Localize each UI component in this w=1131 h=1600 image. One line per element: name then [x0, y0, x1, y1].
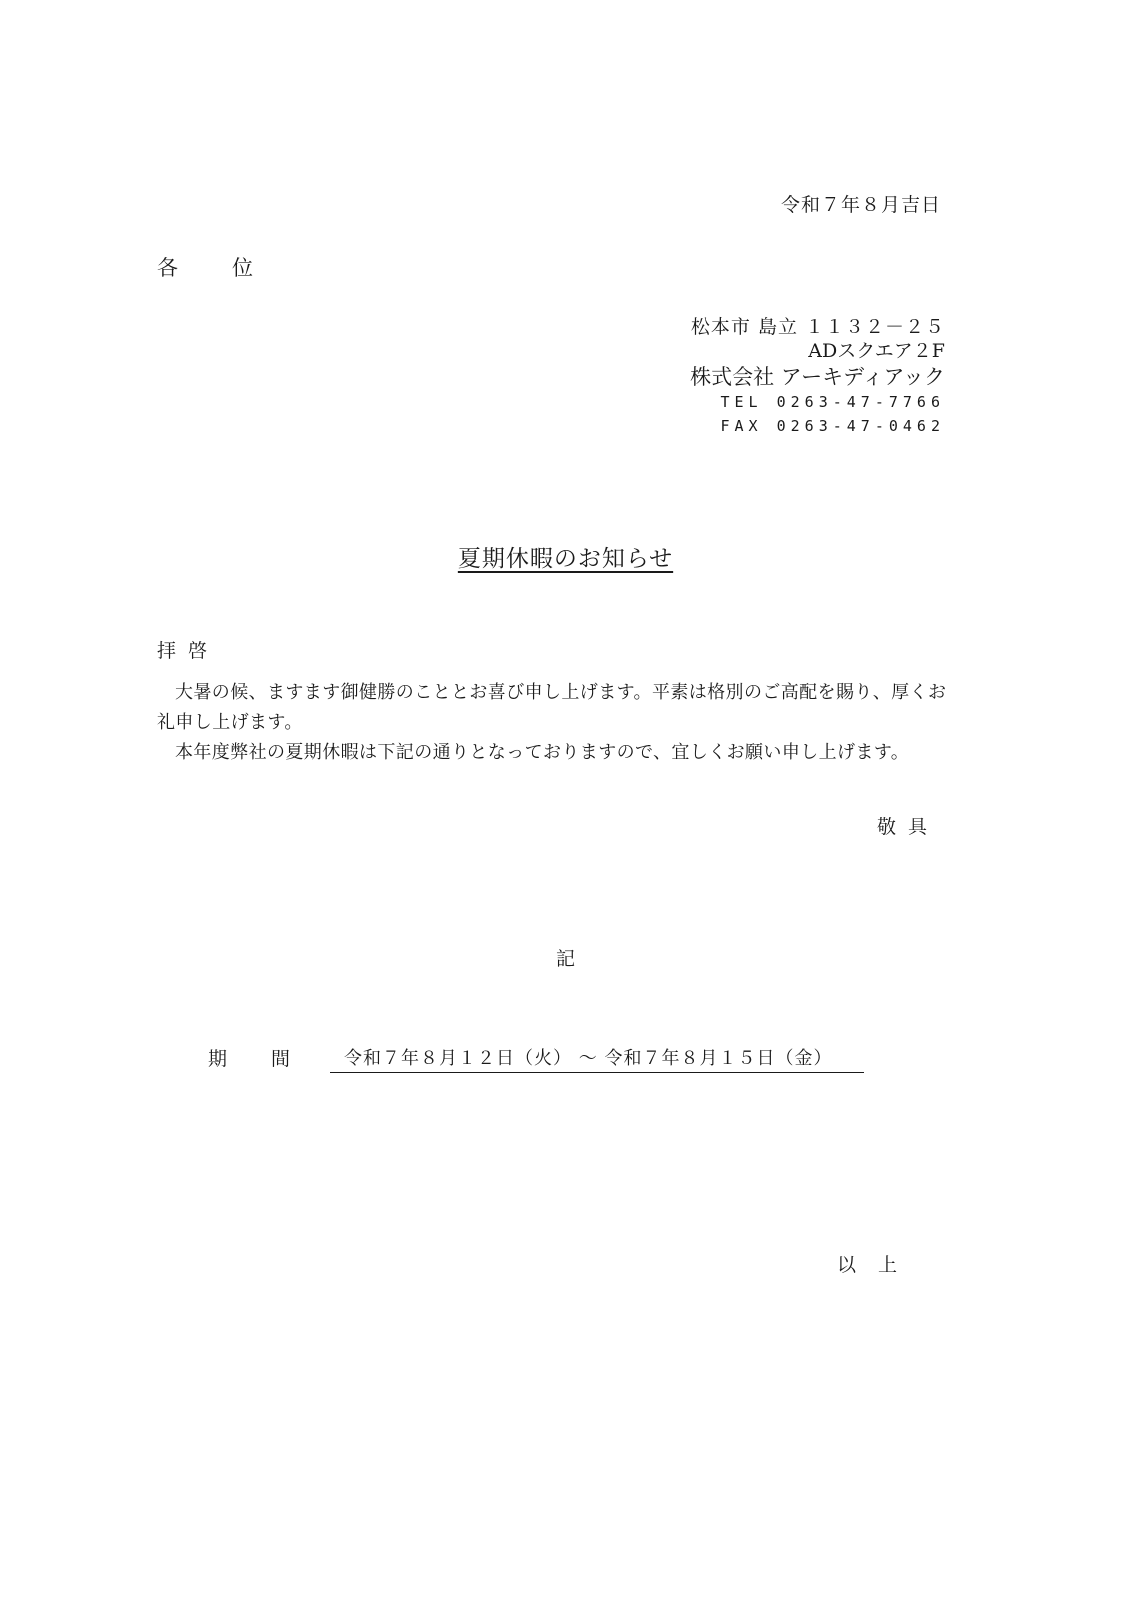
end-mark: 以上: [836, 1254, 919, 1276]
sender-tel: TEL 0263-47-7766: [720, 392, 945, 411]
sender-company: 株式会社 アーキディアック: [690, 364, 945, 389]
body-paragraph-2: 本年度弊社の夏期休暇は下記の通りとなっておりますので、宜しくお願い申し上げます。: [175, 742, 910, 763]
document-title: 夏期休暇のお知らせ: [457, 546, 674, 572]
document-title-wrapper: [0, 540, 1131, 573]
sender-address-line2: ADスクエア２F: [808, 339, 945, 362]
period-value: 令和７年８月１２日（火） ～ 令和７年８月１５日（金）: [330, 1044, 864, 1073]
sender-address-line1: 松本市 島立 １１３２－２５: [690, 316, 945, 338]
sender-block: [690, 316, 945, 438]
closing: 敬具: [876, 816, 939, 838]
sender-fax: FAX 0263-47-0462: [720, 416, 945, 435]
recipient-line: 各位: [157, 256, 307, 280]
document-date: 令和７年８月吉日: [780, 194, 941, 216]
body-paragraph-1: 大暑の候、ますます御健勝のこととお喜び申し上げます。平素は格別のご高配を賜り、厚くお礼申し上げます。: [157, 682, 947, 733]
ki-heading: 記: [555, 948, 575, 970]
salutation: 拝啓: [157, 640, 220, 662]
period-label: 期間: [208, 1048, 335, 1070]
